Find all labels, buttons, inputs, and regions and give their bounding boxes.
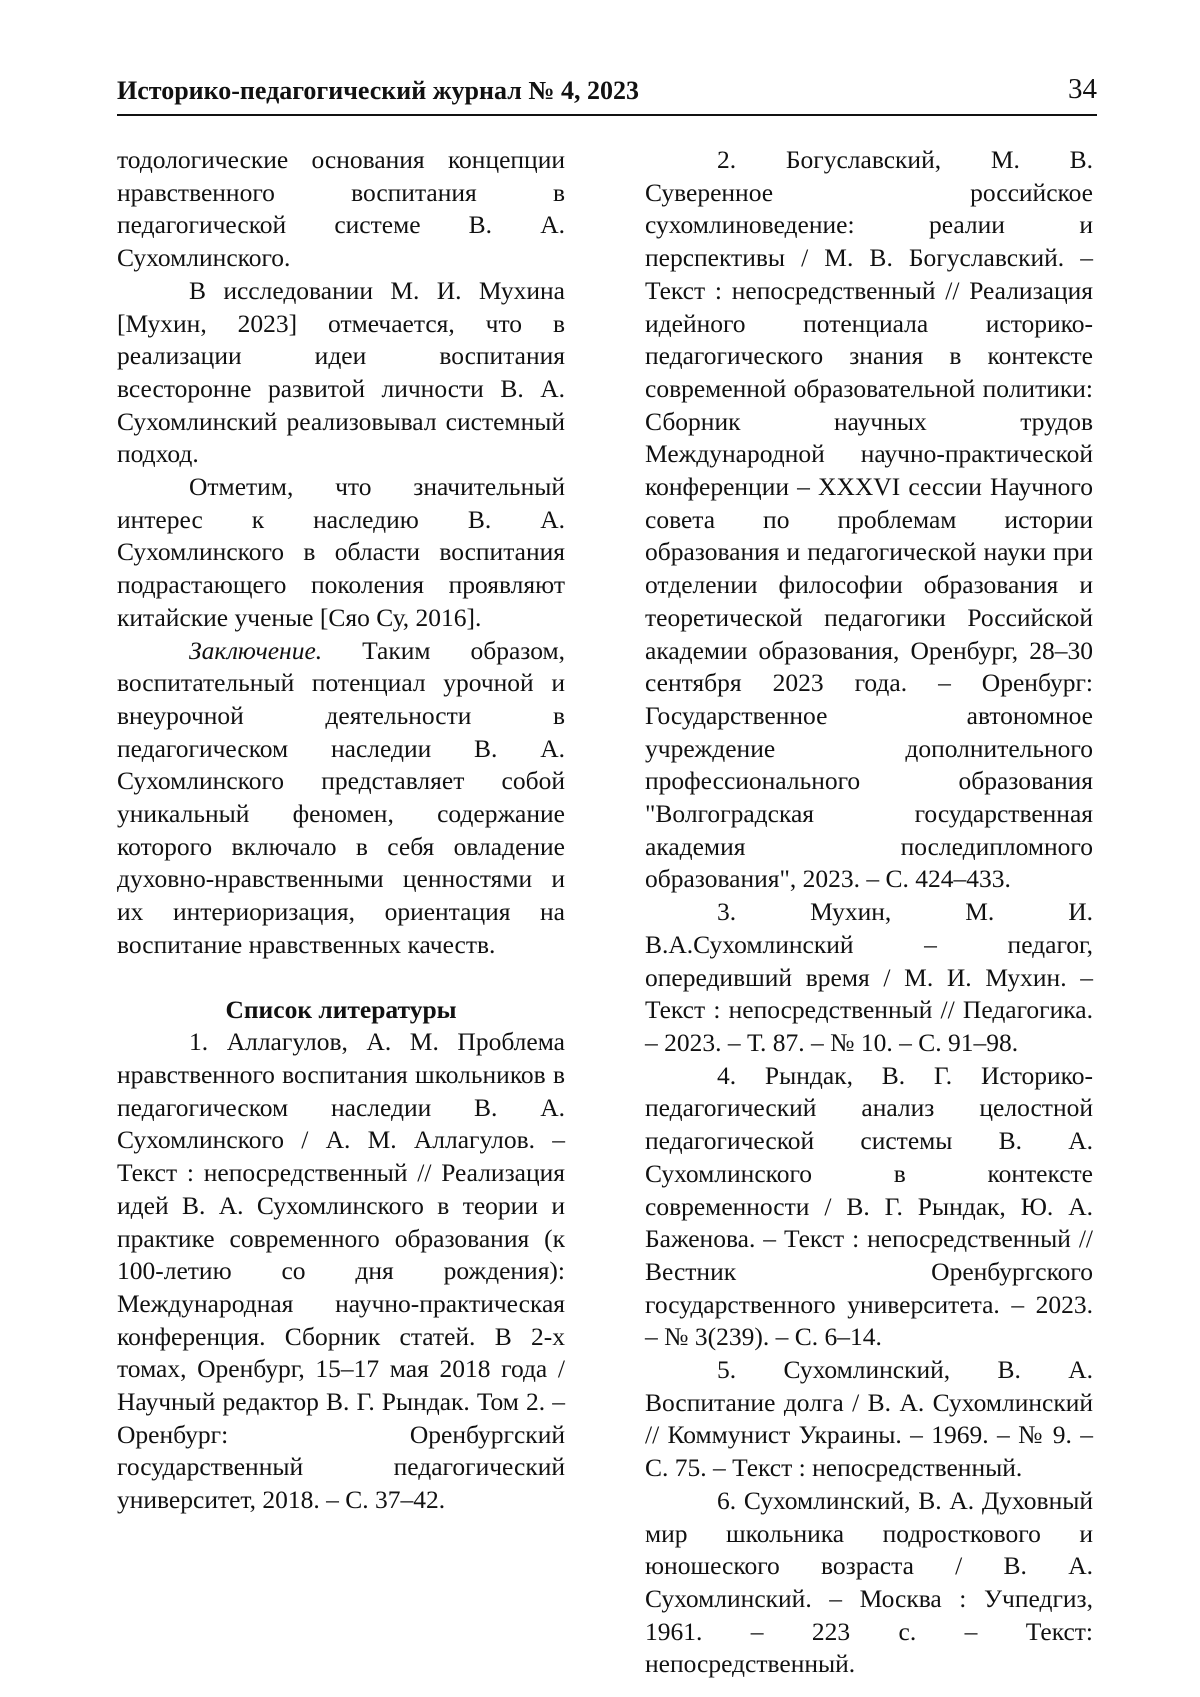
reference-item: 6. Сухомлинский, В. А. Духовный мир школьника подросткового и юношеского возраста / В. А. Сухомлинский. – Москва : Учпедгиз, 1961. – 223 с. – Текст: непосредственный. xyxy=(645,1485,1093,1679)
reference-item: 4. Рындак, В. Г. Историко-педагогический анализ целостной педагогической системы В. А. Сухомлинского в контексте современности / В. Г. Рындак, Ю. А. Баженова. – Текст : непосредственный // Вестник Оренбургского государственного университета. – 2023. – № 3(239). – С. 6–14. xyxy=(645,1060,1093,1352)
conclusion-paragraph xyxy=(117,635,565,962)
body-paragraph: В исследовании М. И. Мухина [Мухин, 2023] отмечается, что в реализации идеи воспитания всесторонне развитой личности В. А. Сухомлинский реализовывал системный подход. xyxy=(117,275,565,469)
reference-item: 3. Мухин, М. И. В.А.Сухомлинский – педагог, опередивший время / М. И. Мухин. – Текст : непосредственный // Педагогика. – 2023. – Т. 87. – № 10. – С. 91–98. xyxy=(645,897,1093,1057)
left-column xyxy=(117,144,565,1517)
body-paragraph: тодологические основания концепции нравственного воспитания в педагогической системе В. А. Сухомлинского. xyxy=(117,145,565,273)
reference-item: 1. Аллагулов, А. М. Проблема нравственного воспитания школьников в педагогическом наследии В. А. Сухомлинского / А. М. Аллагулов. – Текст : непосредственный // Реализация идей В. А. Сухомлинского в теории и практике современного образования (к 100-летию со дня рождения): Международная научно-практическая конференция. Сборник статей. В 2-х томах, Оренбург, 15–17 мая 2018 года / Научный редактор В. Г. Рындак. Том 2. – Оренбург: Оренбургский государственный педагогический университет, 2018. – С. 37–42. xyxy=(117,1027,565,1515)
body-paragraph: Отметим, что значительный интерес к наследию В. А. Сухомлинского в области воспитания подрастающего поколения проявляют китайские ученые [Сяо Су, 2016]. xyxy=(117,472,565,632)
journal-title: Историко-педагогический журнал № 4, 2023 xyxy=(117,76,639,105)
right-column xyxy=(645,144,1093,1681)
conclusion-label: Заключение. xyxy=(189,635,323,665)
reference-item: 5. Сухомлинский, В. А. Воспитание долга / В. А. Сухомлинский // Коммунист Украины. – 1969. – № 9. – С. 75. – Текст : непосредственный. xyxy=(645,1355,1093,1483)
page-header xyxy=(117,70,1097,116)
page-number: 34 xyxy=(1068,73,1097,105)
reference-item: 2. Богуславский, М. В. Суверенное российское сухомлиноведение: реалии и перспективы / М. В. Богуславский. – Текст : непосредственный // Реализация идейного потенциала историко-педагогического знания в контексте современной образовательной политики: Сборник научных трудов Международной научно-практической конференции – XXXVI сессии Научного совета по проблемам истории образования и педагогической науки при отделении философии образования и теоретической педагогики Российской академии образования, Оренбург, 28–30 сентября 2023 года. – Оренбург: Государственное автономное учреждение дополнительного профессионального образования "Волгоградская государственная академия последипломного образования", 2023. – С. 424–433. xyxy=(645,145,1093,894)
conclusion-text: Таким образом, воспитательный потенциал урочной и внеурочной деятельности в педагогическом наследии В. А. Сухомлинского представляет собой уникальный феномен, содержание которого включало в себя овладение духовно-нравственными ценностями и их интериоризация, ориентация на воспитание нравственных качеств. xyxy=(117,635,565,959)
references-heading: Список литературы xyxy=(225,994,457,1024)
